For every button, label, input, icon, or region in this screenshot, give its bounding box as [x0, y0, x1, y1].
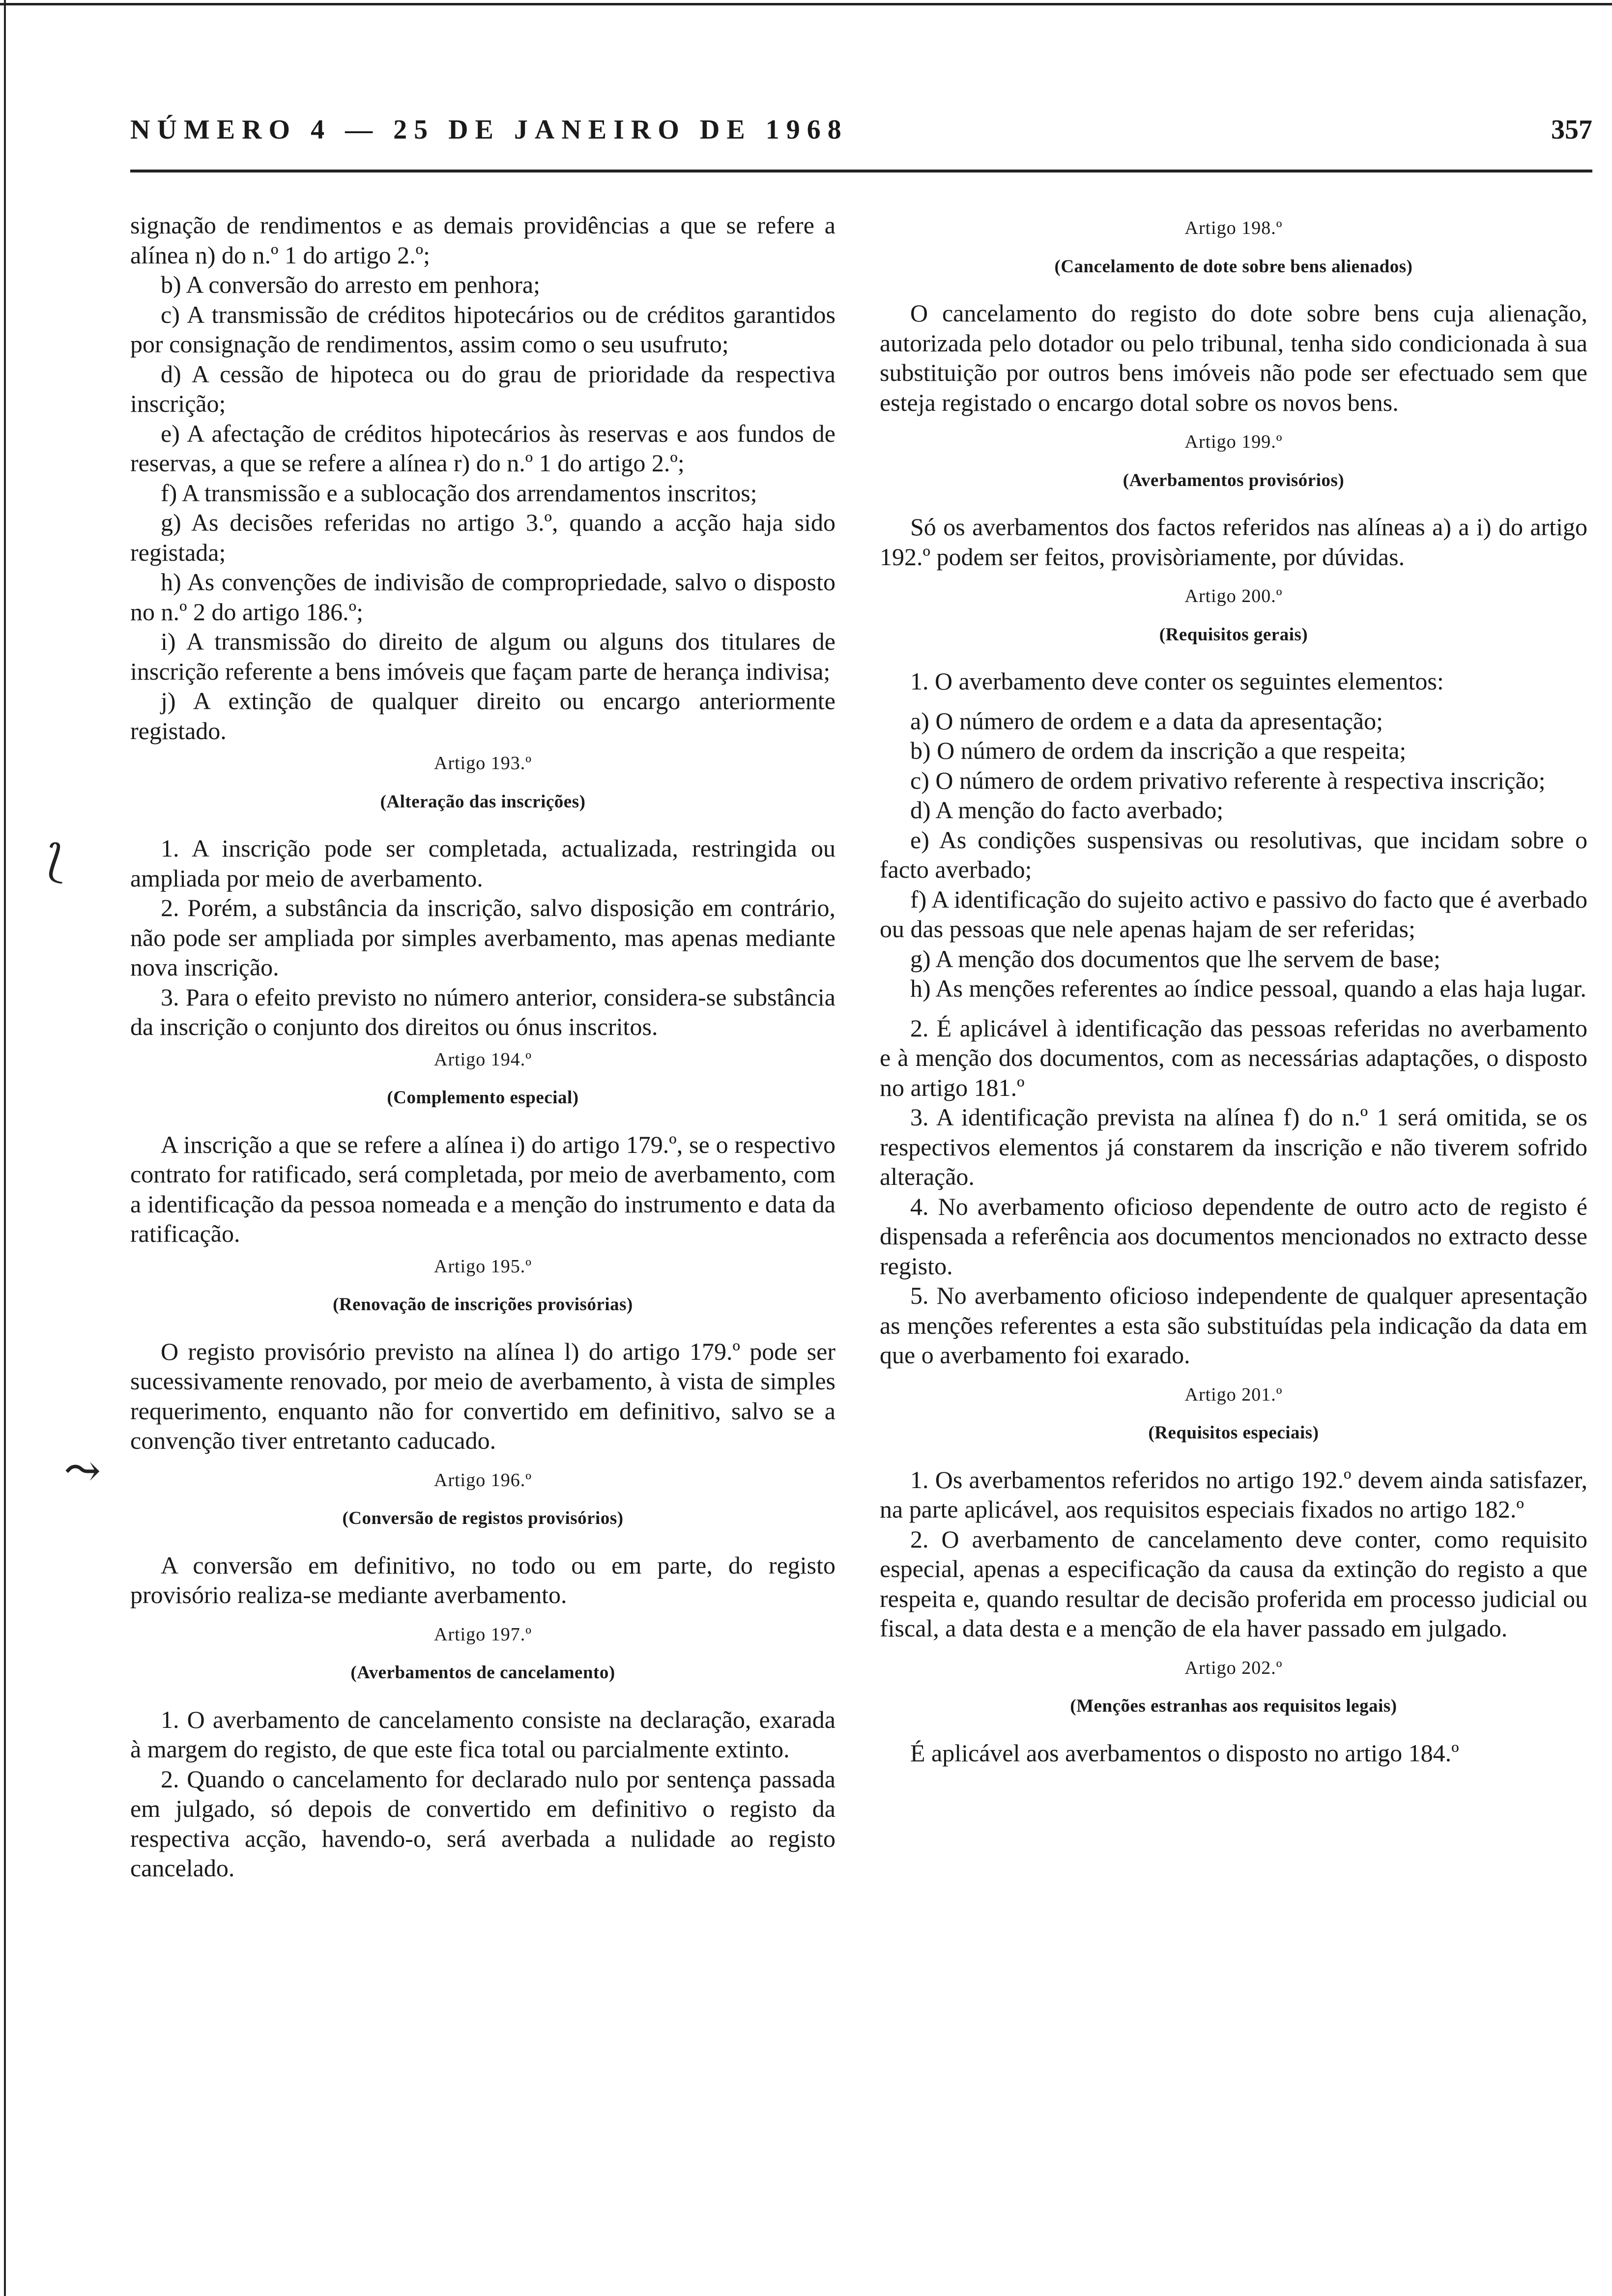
list-item: e) As condições suspensivas ou resolutivas, que incidam sobre o facto averbado;	[880, 826, 1587, 883]
article-title: (Complemento especial)	[387, 1088, 579, 1108]
paragraph: Só os averbamentos dos factos referidos nas alíneas a) a i) do artigo 192.º podem ser feitos, provisòriamente, por dúvidas.	[880, 513, 1587, 571]
list-item: f) A transmissão e a sublocação dos arrendamentos inscritos;	[161, 479, 757, 507]
paragraph: 2. Porém, a substância da inscrição, salvo disposição em contrário, não pode ser ampliada por simples averbamento, mas apenas mediante nova inscrição.	[130, 894, 835, 981]
article-heading: Artigo 193.º	[434, 753, 532, 774]
article-title: (Averbamentos provisórios)	[1123, 470, 1345, 490]
article-heading: Artigo 200.º	[1184, 586, 1283, 606]
page-number: 357	[1551, 115, 1592, 145]
list-item: g) As decisões referidas no artigo 3.º, quando a acção haja sido registada;	[130, 509, 835, 566]
list-item: g) A menção dos documentos que lhe servem de base;	[910, 945, 1440, 973]
paragraph: signação de rendimentos e as demais providências a que se refere a alínea n) do n.º 1 do artigo 2.º;	[130, 211, 835, 269]
article-title: (Alteração das inscrições)	[380, 791, 586, 812]
article-title: (Cancelamento de dote sobre bens alienados)	[1054, 256, 1413, 277]
right-column	[880, 210, 1587, 1768]
article-title: (Requisitos gerais)	[1159, 624, 1308, 645]
paragraph: 1. A inscrição pode ser completada, actualizada, restringida ou ampliada por meio de averbamento.	[130, 834, 835, 892]
article-heading: Artigo 196.º	[434, 1469, 532, 1491]
paragraph: 2. Quando o cancelamento for declarado nulo por sentença passada em julgado, só depois de convertido em definitivo o registo da respectiva acção, havendo-o, será averbada a nulidade ao registo cancelado.	[130, 1765, 835, 1882]
paragraph: O registo provisório previsto na alínea l) do artigo 179.º pode ser sucessivamente renovado, por meio de averbamento, à vista de simples requerimento, enquanto não for convertido em definitivo, salvo se a convenção tiver entretanto caducado.	[130, 1337, 835, 1454]
article-title: (Renovação de inscrições provisórias)	[333, 1294, 633, 1315]
article-title: (Requisitos especiais)	[1148, 1423, 1319, 1443]
paragraph: A inscrição a que se refere a alínea i) do artigo 179.º, se o respectivo contrato for ratificado, será completada, por meio de averbamento, com a identificação da pessoa nomeada e a menção do instrumento e data da ratificação.	[130, 1130, 835, 1247]
list-item: f) A identificação do sujeito activo e passivo do facto que é averbado ou das pessoas que nele apenas hajam de ser referidas;	[880, 885, 1587, 943]
page-border-left	[4, 0, 6, 2296]
article-heading: Artigo 194.º	[434, 1049, 532, 1070]
article-heading: Artigo 202.º	[1184, 1657, 1283, 1678]
paragraph: 5. No averbamento oficioso independente de qualquer apresentação as menções referentes a esta são substituídas pela indicação da data em que o averbamento foi exarado.	[880, 1282, 1587, 1369]
paragraph: 2. É aplicável à identificação das pessoas referidas no averbamento e à menção dos documentos, com as necessárias adaptações, o disposto no artigo 181.º	[880, 1014, 1587, 1101]
paragraph: 3. A identificação prevista na alínea f) do n.º 1 será omitida, se os respectivos elementos já constarem da inscrição e não tiverem sofrido alteração.	[880, 1103, 1587, 1190]
article-heading: Artigo 195.º	[434, 1256, 532, 1277]
list-item: i) A transmissão do direito de algum ou alguns dos titulares de inscrição referente a bens imóveis que façam parte de herança indivisa;	[130, 628, 835, 685]
list-item: d) A cessão de hipoteca ou do grau de prioridade da respectiva inscrição;	[130, 360, 835, 417]
paragraph: 1. O averbamento deve conter os seguintes elementos:	[910, 667, 1444, 695]
left-column	[130, 210, 835, 1883]
paragraph: 4. No averbamento oficioso dependente de outro acto de registo é dispensada a referência aos documentos mencionados no extracto desse registo.	[880, 1192, 1587, 1280]
article-heading: Artigo 199.º	[1184, 431, 1283, 452]
page-header	[130, 114, 1592, 153]
list-item: b) O número de ordem da inscrição a que respeita;	[910, 737, 1407, 764]
article-heading: Artigo 197.º	[434, 1624, 532, 1645]
article-heading: Artigo 198.º	[1184, 218, 1283, 238]
margin-mark: ⤳	[64, 1447, 101, 1495]
list-item: c) O número de ordem privativo referente à respectiva inscrição;	[910, 766, 1546, 794]
list-item: h) As menções referentes ao índice pessoal, quando a elas haja lugar.	[910, 975, 1586, 1002]
list-item: e) A afectação de créditos hipotecários às reservas e aos fundos de reservas, a que se refere a alínea r) do n.º 1 do artigo 2.º;	[130, 419, 835, 477]
paragraph: 3. Para o efeito previsto no número anterior, considera-se substância da inscrição o conjunto dos direitos ou ónus inscritos.	[130, 983, 835, 1040]
page-border-top	[0, 3, 1612, 5]
margin-mark: ⟅	[47, 837, 64, 886]
header-rule	[130, 170, 1592, 172]
paragraph: 1. Os averbamentos referidos no artigo 192.º devem ainda satisfazer, na parte aplicável, aos requisitos especiais fixados no artigo 182.º	[880, 1465, 1587, 1523]
list-item: a) O número de ordem e a data da apresentação;	[910, 707, 1383, 735]
list-item: d) A menção do facto averbado;	[910, 796, 1224, 824]
article-title: (Conversão de registos provisórios)	[342, 1508, 624, 1528]
paragraph: É aplicável aos averbamentos o disposto no artigo 184.º	[910, 1739, 1459, 1767]
article-heading: Artigo 201.º	[1184, 1384, 1283, 1405]
article-title: (Averbamentos de cancelamento)	[350, 1663, 615, 1683]
article-title: (Menções estranhas aos requisitos legais)	[1070, 1696, 1397, 1716]
list-item: j) A extinção de qualquer direito ou encargo anteriormente registado.	[130, 687, 835, 745]
gazette-issue-title: NÚMERO 4 — 25 DE JANEIRO DE 1968	[130, 115, 848, 145]
paragraph: 1. O averbamento de cancelamento consiste na declaração, exarada à margem do registo, de que este fica total ou parcialmente extinto.	[130, 1705, 835, 1763]
paragraph: O cancelamento do registo do dote sobre bens cuja alienação, autorizada pelo dotador ou pelo tribunal, tenha sido condicionada à sua substituição por outros bens imóveis não pode ser efectuado sem que esteja registado o encargo dotal sobre os novos bens.	[880, 299, 1587, 416]
list-item: h) As convenções de indivisão de compropriedade, salvo o disposto no n.º 2 do artigo 186.º;	[130, 568, 835, 626]
list-item: b) A conversão do arresto em penhora;	[161, 271, 540, 298]
paragraph: A conversão em definitivo, no todo ou em parte, do registo provisório realiza-se mediante averbamento.	[130, 1551, 835, 1608]
list-item: c) A transmissão de créditos hipotecários ou de créditos garantidos por consignação de rendimentos, assim como o seu usufruto;	[130, 300, 835, 358]
paragraph: 2. O averbamento de cancelamento deve conter, como requisito especial, apenas a especificação da causa da extinção do registo a que respeita e, quando resultar de decisão proferida em processo judicial ou fiscal, a data desta e a menção de ela haver passado em julgado.	[880, 1525, 1587, 1642]
